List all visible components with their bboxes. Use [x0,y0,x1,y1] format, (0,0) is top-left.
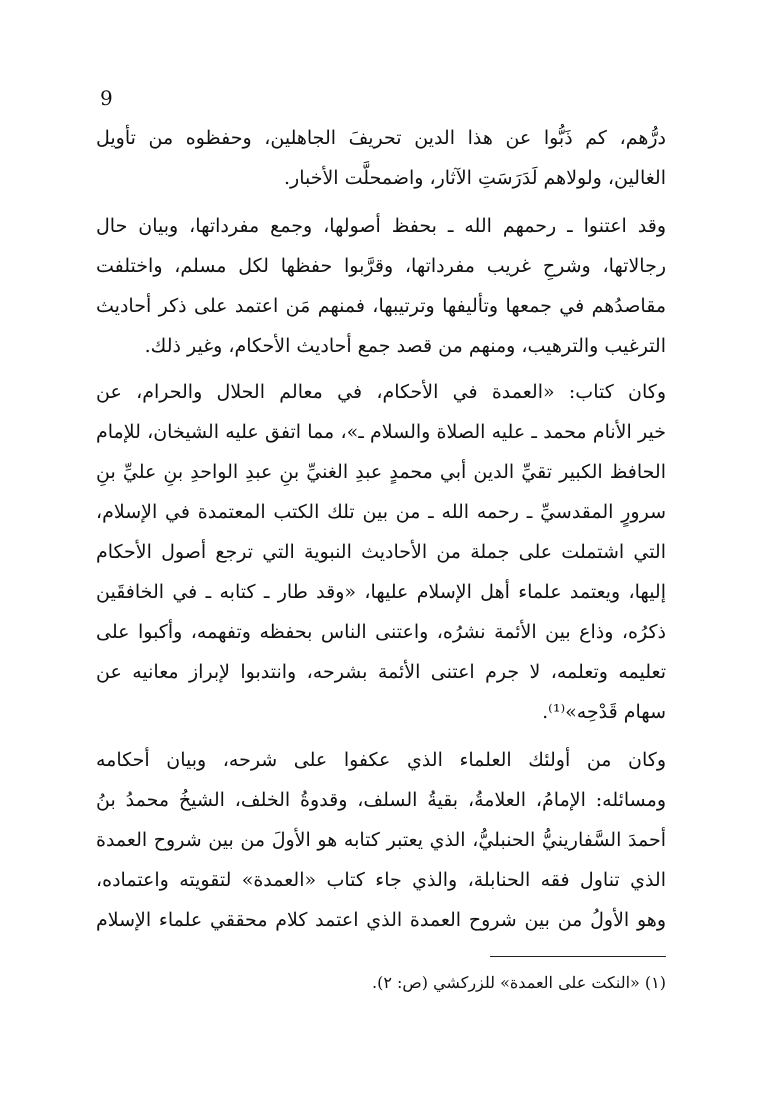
text-line: تعليمه وتعلمه، لا جرم اعتنى الأئمة بشرحه، وانتدبوا لإبراز معانيه عن [96,661,666,683]
text-line: مقاصدُهم في جمعها وتأليفها وترتيبها، فمنهم مَن اعتمد على ذكر أحاديث [96,295,666,317]
text-line: الغالين، ولولاهم لَدَرَسَتِ الآثار، واضمحلَّت الأخبار. [283,167,666,189]
paragraph-3 [96,372,666,732]
text-line: الذي تناول فقه الحنابلة، والذي جاء كتاب «العمدة» لتقويته واعتماده، [96,869,666,891]
text-line: أحمدَ السَّفارينيُّ الحنبليُّ، الذي يعتبر كتابه هو الأولَ من بين شروح العمدة [96,829,666,851]
footnote-divider [490,956,666,957]
paragraph-4 [96,740,666,940]
text-line: خير الأنام محمد ـ عليه الصلاة والسلام ـ»، مما اتفق عليه الشيخان، للإمام [96,421,666,443]
text-line: التي اشتملت على جملة من الأحاديث النبوية التي ترجع أصول الأحكام [96,541,666,563]
text-line: الترغيب والترهيب، ومنهم من قصد جمع أحاديث الأحكام، وغير ذلك. [144,335,666,357]
text-line: سرورٍ المقدسيِّ ـ رحمه الله ـ من بين تلك الكتب المعتمدة في الإسلام، [96,501,666,523]
paragraph-2 [96,206,666,366]
page-number: 9 [100,86,113,110]
text-line: الحافظ الكبير تقيِّ الدين أبي محمدٍ عبدِ الغنيِّ بنِ عبدِ الواحدِ بنِ عليِّ بنِ [96,461,666,483]
text-line: رجالاتها، وشرحِ غريب مفرداتها، وقرَّبوا حفظها لكل مسلم، واختلفت [96,255,666,277]
paragraph-1 [96,118,666,198]
text-line: ذكرُه، وذاع بين الأئمة نشرُه، واعتنى الناس بحفظه وتفهمه، وأكبوا على [96,621,666,643]
text-line: وهو الأولُ من بين شروح العمدة الذي اعتمد كلام محققي علماء الإسلام [96,909,666,931]
text-line: سهام قَدْحِه»⁽¹⁾. [542,701,666,723]
text-line: وكان كتاب: «العمدة في الأحكام، في معالم الحلال والحرام، عن [96,381,666,403]
text-line: درُّهم، كم ذَبُّوا عن هذا الدين تحريفَ الجاهلين، وحفظوه من تأويل [96,127,666,149]
text-line: ومسائله: الإمامُ، العلامةُ، بقيةُ السلف، وقدوةُ الخلف، الشيخُ محمدُ بنُ [96,789,666,811]
text-line: وقد اعتنوا ـ رحمهم الله ـ بحفظ أصولها، وجمع مفرداتها، وبيان حال [96,215,666,237]
footnote: (١) «النكت على العمدة» للزركشي (ص: ٢). [372,973,666,992]
text-line: وكان من أولئك العلماء الذي عكفوا على شرحه، وبيان أحكامه [96,749,666,771]
text-line: إليها، ويعتمد علماء أهل الإسلام عليها، «وقد طار ـ كتابه ـ في الخافقَين [96,581,666,603]
